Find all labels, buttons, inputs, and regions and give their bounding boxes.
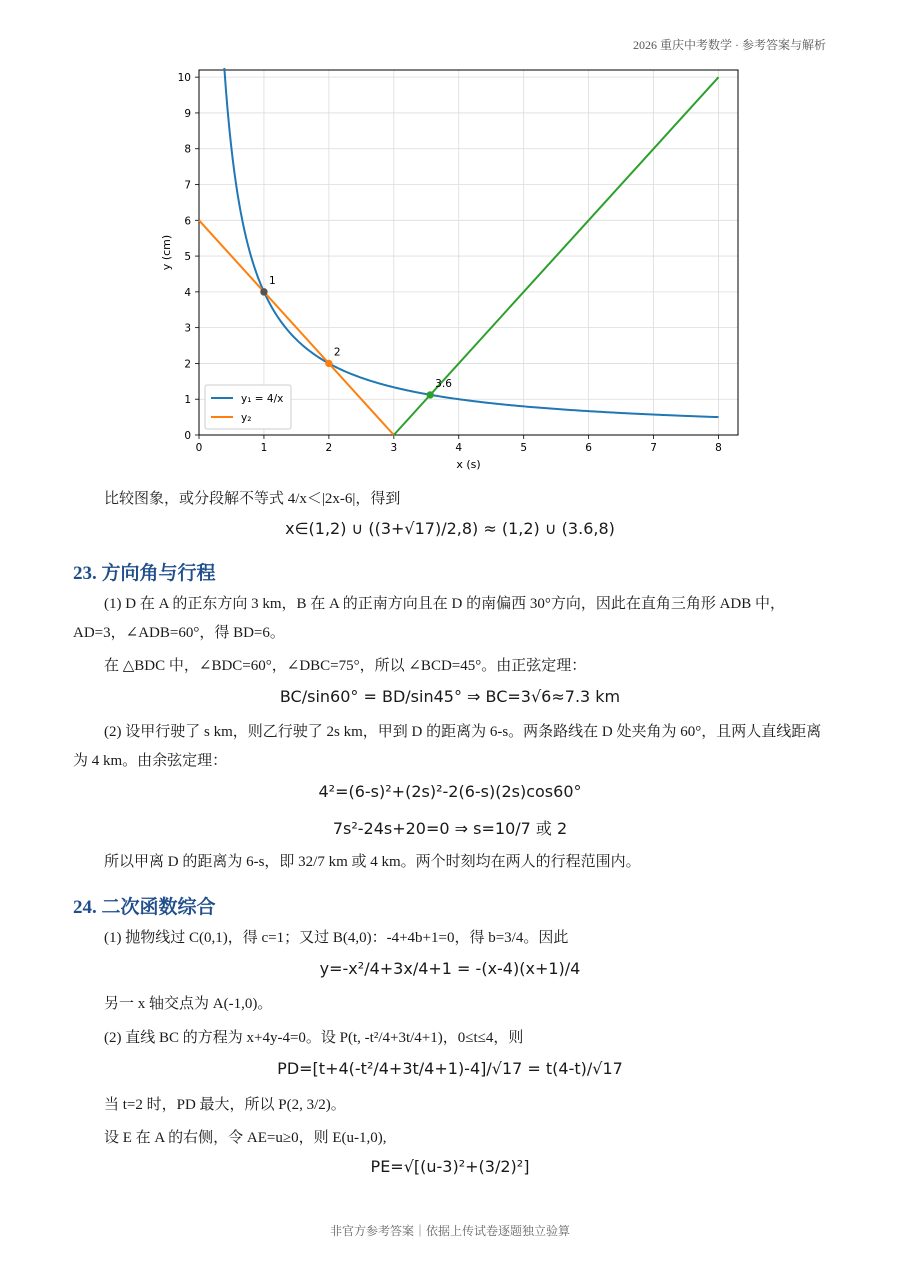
legend-label: y₂ [241,412,252,424]
section-24-part2: (2) 直线 BC 的方程为 x+4y-4=0。设 P(t, -t²/4+3t/4+1)，0≤t≤4，则 [104,1030,524,1046]
y-tick-label: 0 [184,430,191,442]
section-23-conclusion: 所以甲离 D 的距离为 6-s，即 32/7 km 或 4 km。两个时刻均在两人的行程范围内。 [104,854,641,870]
y-tick-label: 1 [184,394,191,407]
section-24-part1: (1) 抛物线过 C(0,1)，得 c=1；又过 B(4,0)：-4+4b+1=0，得 b=3/4。因此 [104,930,569,946]
section-23-part2: (2) 设甲行驶了 s km，则乙行驶了 2s km，甲到 D 的距离为 6-s。两条路线在 D 处夹角为 60°，且两人直线距离为 4 km。由余弦定理： [73,724,822,769]
y-axis-label: y (cm) [160,234,173,271]
result-equation: x∈(1,2) ∪ ((3+√17)/2,8) ≈ (1,2) ∪ (3.6,8) [285,519,615,538]
page-header: 2026 重庆中考数学 · 参考答案与解析 [633,38,826,52]
x-tick-label: 0 [195,442,203,454]
page-footer: 非官方参考答案｜依据上传试卷逐题独立验算 [329,1224,570,1238]
point-marker-3 [427,392,433,398]
section-23-part1: (1) D 在 A 的正东方向 3 km，B 在 A 的正南方向且在 D 的南偏西 30°方向，因此在直角三角形 ADB 中，AD=3，∠ADB=60°，得 BD=6。 [73,596,786,641]
point-label-3: 3.6 [435,377,452,390]
x-tick-label: 8 [715,442,722,454]
series-line-1 [224,68,718,417]
section-23-heading: 23. 方向角与行程 [73,563,216,584]
y-tick-label: 2 [184,358,191,371]
y-tick-label: 6 [184,215,191,228]
x-tick-label: 7 [650,442,657,454]
section-23-sine-equation: BC/sin60° = BD/sin45° ⇒ BC=3√6≈7.3 km [279,687,621,706]
point-marker-1 [261,289,267,295]
section-23-cosine-equation: 4²=(6-s)²+(2s)²-2(6-s)(2s)cos60° [318,782,582,801]
point-label-2: 2 [333,346,341,359]
x-tick-label: 6 [585,442,592,454]
x-axis-label: x (s) [456,458,481,471]
section-24-parabola-equation: y=-x²/4+3x/4+1 = -(x-4)(x+1)/4 [319,959,581,978]
point-marker-2 [326,360,332,366]
section-23-sine-intro: 在 △BDC 中，∠BDC=60°，∠DBC=75°，所以 ∠BCD=45°。由正弦定理： [104,658,587,674]
y-tick-label: 4 [184,286,191,299]
point-label-1: 1 [268,274,276,287]
section-23-quadratic-equation: 7s²-24s+20=0 ⇒ s=10/7 或 2 [332,819,568,838]
y-tick-label: 5 [184,251,191,264]
y-tick-label: 7 [184,179,191,192]
plot-frame [199,70,738,435]
grid-lines [199,70,738,435]
x-tick-label: 5 [520,442,528,454]
x-tick-label: 3 [390,442,398,454]
y-tick-label: 8 [184,143,191,156]
section-24-point-e: 设 E 在 A 的右侧，令 AE=u≥0，则 E(u-1,0), [104,1130,387,1146]
y-tick-label: 10 [177,72,191,85]
x-tick-label: 2 [325,442,333,454]
x-tick-label: 1 [260,442,268,454]
section-24-root: 另一 x 轴交点为 A(-1,0)。 [104,996,273,1012]
x-tick-label: 4 [455,442,463,454]
section-24-heading: 24. 二次函数综合 [73,897,216,918]
marked-points [261,275,452,398]
section-24-max: 当 t=2 时，PD 最大，所以 P(2, 3/2)。 [104,1097,346,1113]
chart-legend [205,385,291,429]
compare-paragraph: 比较图象，或分段解不等式 4/x＜|2x-6|，得到 [104,491,401,507]
y-tick-label: 3 [184,322,191,335]
y-tick-label: 9 [184,107,191,120]
legend-label: y₁ = 4/x [241,393,284,405]
section-24-pe-equation: PE=√[(u-3)²+(3/2)²] [370,1157,530,1176]
section-24-distance-equation: PD=[t+4(-t²/4+3t/4+1)-4]/√17 = t(4-t)/√17 [277,1059,623,1078]
function-plot [150,62,750,474]
